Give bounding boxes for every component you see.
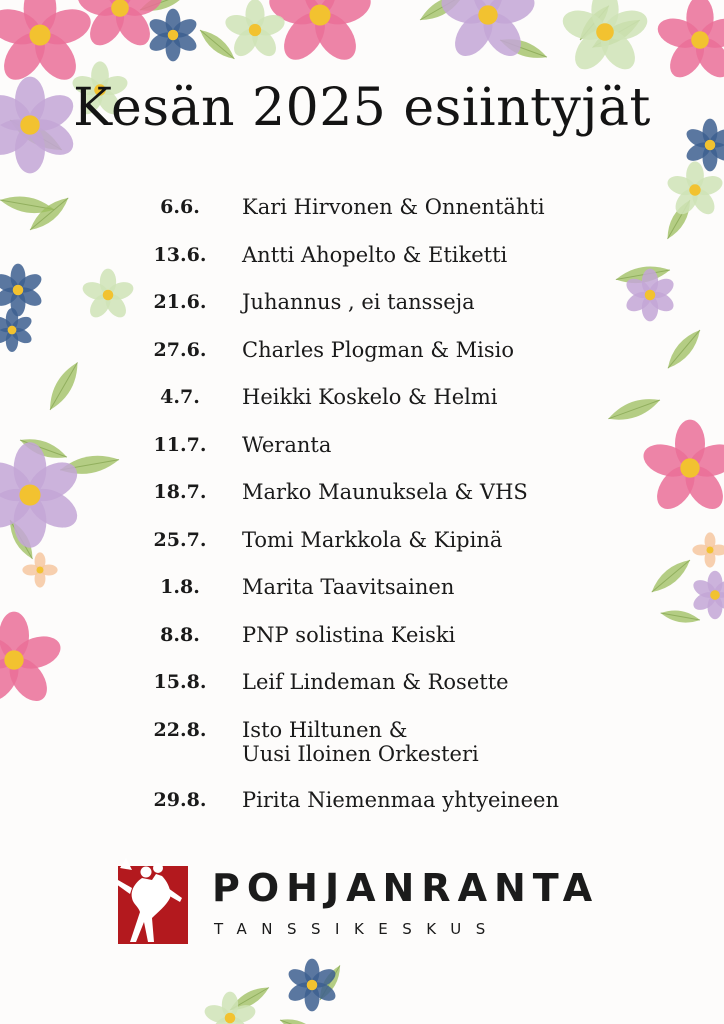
schedule-row bbox=[140, 335, 620, 383]
schedule-performer: Leif Lindeman & Rosette bbox=[242, 670, 509, 694]
schedule-date: 22.8. bbox=[153, 718, 207, 741]
blue-flower-icon bbox=[0, 264, 45, 317]
schedule-performer: PNP solistina Keiski bbox=[242, 622, 456, 647]
schedule-date: 29.8. bbox=[153, 788, 207, 811]
schedule-performer: Pirita Niemenmaa yhtyeineen bbox=[242, 787, 559, 812]
schedule-date: 25.7. bbox=[153, 528, 207, 551]
schedule-row bbox=[140, 715, 620, 785]
leaf-icon bbox=[660, 608, 701, 626]
schedule-row bbox=[140, 287, 620, 335]
schedule-row bbox=[140, 477, 620, 525]
blue-flower-icon bbox=[146, 9, 199, 62]
schedule-date: 8.8. bbox=[160, 623, 200, 646]
schedule-row bbox=[140, 240, 620, 288]
peach-bud-icon bbox=[22, 552, 57, 587]
schedule-row bbox=[140, 667, 620, 715]
pink-flower-icon bbox=[654, 0, 724, 84]
schedule-row bbox=[140, 572, 620, 620]
schedule-performer: Antti Ahopelto & Etiketti bbox=[242, 242, 508, 267]
schedule-date: 21.6. bbox=[153, 291, 207, 313]
schedule-row bbox=[140, 525, 620, 573]
green-flower-icon bbox=[80, 269, 135, 322]
schedule-performer: Isto Hiltunen & Uusi Iloinen Orkesteri bbox=[242, 717, 479, 766]
peach-bud-icon bbox=[692, 532, 724, 567]
schedule-date: 15.8. bbox=[153, 671, 207, 693]
green-flower-icon bbox=[559, 0, 651, 76]
schedule-date: 4.7. bbox=[160, 386, 200, 408]
schedule-date: 27.6. bbox=[153, 338, 207, 361]
schedule-performer: Juhannus , ei tansseja bbox=[242, 290, 475, 314]
leaf-icon bbox=[43, 359, 84, 414]
schedule-performer: Kari Hirvonen & Onnentähti bbox=[242, 195, 545, 219]
lilac-flower-icon bbox=[690, 571, 724, 619]
dancing-couple-logo-icon bbox=[112, 858, 188, 944]
performer-schedule bbox=[140, 192, 620, 832]
leaf-icon bbox=[662, 326, 705, 373]
schedule-performer: Marko Maunuksela & VHS bbox=[242, 480, 528, 504]
pohjanranta-logo bbox=[112, 858, 622, 948]
schedule-row bbox=[140, 620, 620, 668]
schedule-date: 18.7. bbox=[153, 481, 207, 503]
schedule-date: 6.6. bbox=[160, 196, 200, 218]
schedule-performer: Charles Plogman & Misio bbox=[242, 337, 515, 362]
schedule-performer: Heikki Koskelo & Helmi bbox=[242, 385, 498, 409]
schedule-row bbox=[140, 382, 620, 430]
pink-flower-icon bbox=[0, 0, 95, 87]
pink-flower-icon bbox=[639, 420, 724, 516]
schedule-date: 13.6. bbox=[153, 243, 207, 266]
schedule-row bbox=[140, 430, 620, 478]
schedule-performer: Tomi Markkola & Kipinä bbox=[242, 527, 503, 552]
logo-wordmark: POHJANRANTA bbox=[212, 866, 600, 910]
pink-flower-icon bbox=[265, 0, 376, 67]
schedule-date: 11.7. bbox=[153, 433, 207, 456]
green-flower-icon bbox=[665, 161, 724, 218]
leaf-icon bbox=[647, 555, 694, 598]
blue-flower-icon bbox=[0, 308, 34, 352]
schedule-row bbox=[140, 192, 620, 240]
pink-flower-icon bbox=[0, 612, 65, 708]
schedule-performer: Marita Taavitsainen bbox=[242, 575, 455, 599]
page-title: Kesän 2025 esiintyjät bbox=[73, 78, 651, 138]
schedule-performer: Weranta bbox=[242, 432, 332, 457]
schedule-date: 1.8. bbox=[160, 576, 200, 598]
leaf-icon bbox=[278, 1015, 319, 1024]
schedule-row bbox=[140, 785, 620, 833]
logo-subtitle: TANSSIKESKUS bbox=[214, 920, 500, 938]
